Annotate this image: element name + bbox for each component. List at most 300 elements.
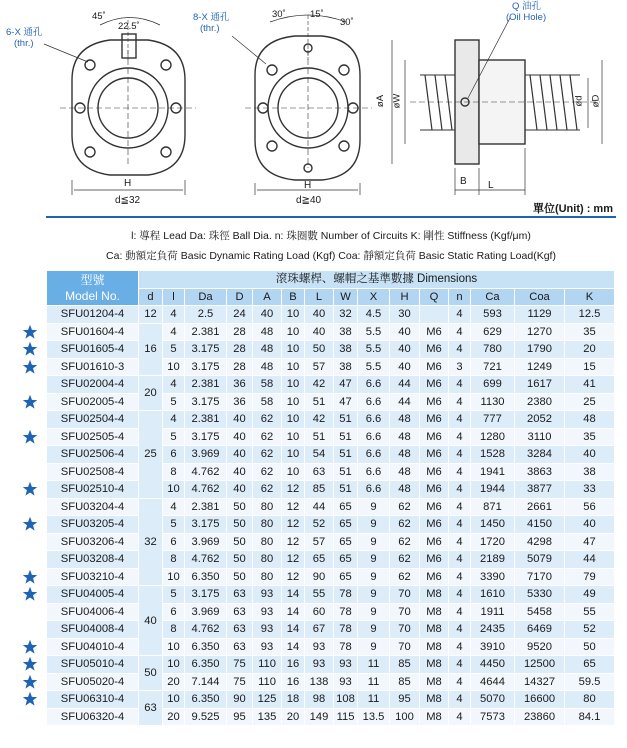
cell-da: 2.381: [185, 376, 227, 394]
cell-h: 48: [390, 446, 420, 464]
star-icon: [21, 341, 39, 357]
cell-l: 6: [163, 603, 185, 621]
cell-b: 14: [282, 586, 305, 604]
cell-coa: 7170: [515, 568, 565, 586]
cell-n: 4: [449, 341, 471, 359]
cell-w: 51: [334, 411, 358, 429]
model-cell: SFU03206-4: [47, 533, 139, 551]
cell-n: 4: [449, 533, 471, 551]
cell-k: 49: [565, 586, 615, 604]
cell-da: 2.5: [185, 306, 227, 324]
cell-h: 85: [390, 656, 420, 674]
cell-w: 38: [334, 358, 358, 376]
cell-b: 18: [282, 691, 305, 709]
shaft-diameter-cell: 12: [139, 306, 163, 324]
cell-da: 6.350: [185, 691, 227, 709]
cell-a: 80: [253, 568, 282, 586]
cell-x: 9: [358, 638, 390, 656]
cell-x: 6.6: [358, 428, 390, 446]
cell-q: M8: [420, 691, 449, 709]
cell-q: M6: [420, 516, 449, 534]
cell-w: 78: [334, 638, 358, 656]
cell-w: 51: [334, 428, 358, 446]
cell-k: 20: [565, 341, 615, 359]
cell-b: 12: [282, 516, 305, 534]
cell-h: 85: [390, 673, 420, 691]
cell-h: 70: [390, 638, 420, 656]
cell-a: 62: [253, 428, 282, 446]
cell-d: 50: [227, 533, 253, 551]
table-row: [47, 498, 615, 516]
cell-q: M8: [420, 656, 449, 674]
cell-ca: 2189: [471, 551, 515, 569]
cell-l: 8: [163, 463, 185, 481]
cell-q: M6: [420, 551, 449, 569]
drawing-lines: [0, 0, 627, 215]
cell-ca: 721: [471, 358, 515, 376]
oil-hole-note: Q 油孔: [512, 1, 542, 12]
cell-h: 44: [390, 393, 420, 411]
cell-ca: 1944: [471, 481, 515, 499]
cell-n: 4: [449, 393, 471, 411]
cell-a: 62: [253, 481, 282, 499]
cell-x: 6.6: [358, 446, 390, 464]
cell-b: 10: [282, 376, 305, 394]
cell-d: 40: [227, 481, 253, 499]
cell-h: 48: [390, 481, 420, 499]
cell-x: 9: [358, 551, 390, 569]
cell-q: M8: [420, 603, 449, 621]
cell-n: 4: [449, 411, 471, 429]
model-cell: SFU05010-4: [47, 656, 139, 674]
cell-x: 4.5: [358, 306, 390, 324]
cell-b: 12: [282, 551, 305, 569]
cell-da: 2.381: [185, 498, 227, 516]
cell-a: 80: [253, 498, 282, 516]
model-cell: SFU02505-4: [47, 428, 139, 446]
cell-l: 42: [305, 376, 334, 394]
cell-d: 40: [227, 463, 253, 481]
cell-l: 98: [305, 691, 334, 709]
cell-a: 62: [253, 411, 282, 429]
cell-coa: 5458: [515, 603, 565, 621]
model-cell: SFU06310-4: [47, 691, 139, 709]
left-flange-drawing: [44, 18, 196, 196]
cell-h: 48: [390, 411, 420, 429]
model-cell: SFU02005-4: [47, 393, 139, 411]
cell-l: 5: [163, 516, 185, 534]
cell-ca: 4644: [471, 673, 515, 691]
cell-x: 5.5: [358, 341, 390, 359]
cell-q: M8: [420, 586, 449, 604]
table-row: [47, 411, 615, 429]
cell-b: 10: [282, 411, 305, 429]
cell-n: 4: [449, 568, 471, 586]
model-cell: SFU05020-4: [47, 673, 139, 691]
cell-ca: 1941: [471, 463, 515, 481]
cell-h: 44: [390, 376, 420, 394]
table-row: [47, 568, 615, 586]
cell-coa: 3284: [515, 446, 565, 464]
cell-b: 20: [282, 708, 305, 726]
cell-q: M6: [420, 428, 449, 446]
model-cell: SFU03210-4: [47, 568, 139, 586]
table-row: [47, 551, 615, 569]
cell-l: 10: [163, 568, 185, 586]
cell-d: 95: [227, 708, 253, 726]
left-angle-2: 22.5˚: [118, 21, 140, 32]
cell-a: 93: [253, 638, 282, 656]
cell-l: 57: [305, 533, 334, 551]
star-icon: [21, 639, 39, 655]
cell-l: 52: [305, 516, 334, 534]
middle-flange-drawing: [232, 15, 372, 195]
table-row: [47, 691, 615, 709]
cell-l: 4: [163, 323, 185, 341]
cell-a: 58: [253, 376, 282, 394]
cell-d: 40: [227, 428, 253, 446]
column-header-l: l: [163, 288, 185, 306]
cell-b: 12: [282, 498, 305, 516]
model-cell: SFU01610-3: [47, 358, 139, 376]
cell-w: 93: [334, 656, 358, 674]
cell-h: 62: [390, 551, 420, 569]
cell-w: 65: [334, 551, 358, 569]
cell-da: 4.762: [185, 551, 227, 569]
cell-l: 60: [305, 603, 334, 621]
cell-d: 40: [227, 411, 253, 429]
cell-q: M6: [420, 533, 449, 551]
cell-ca: 777: [471, 411, 515, 429]
cell-k: 47: [565, 533, 615, 551]
cell-q: M6: [420, 481, 449, 499]
cell-d: 63: [227, 621, 253, 639]
cell-l: 55: [305, 586, 334, 604]
cell-w: 51: [334, 463, 358, 481]
cell-q: M6: [420, 341, 449, 359]
cell-a: 62: [253, 463, 282, 481]
cell-q: M6: [420, 393, 449, 411]
cell-da: 4.762: [185, 621, 227, 639]
cell-ca: 3910: [471, 638, 515, 656]
cell-d: 36: [227, 393, 253, 411]
table-row: [47, 376, 615, 394]
cell-q: M6: [420, 358, 449, 376]
cell-coa: 3110: [515, 428, 565, 446]
phi-D-label: øD: [590, 94, 602, 108]
cell-n: 4: [449, 446, 471, 464]
cell-l: 57: [305, 358, 334, 376]
cell-l: 8: [163, 551, 185, 569]
cell-ca: 1911: [471, 603, 515, 621]
table-row: [47, 481, 615, 499]
cell-l: 90: [305, 568, 334, 586]
cell-k: 52: [565, 621, 615, 639]
cell-k: 40: [565, 516, 615, 534]
cell-ca: 1450: [471, 516, 515, 534]
left-angle-1: 45˚: [92, 11, 106, 22]
cell-h: 70: [390, 586, 420, 604]
column-header-x: X: [358, 288, 390, 306]
cell-da: 6.350: [185, 656, 227, 674]
column-header-h: H: [390, 288, 420, 306]
column-header-q: Q: [420, 288, 449, 306]
oil-hole-note-en: (Oil Hole): [506, 12, 547, 23]
cell-l: 63: [305, 463, 334, 481]
cell-h: 62: [390, 568, 420, 586]
cell-n: 4: [449, 673, 471, 691]
cell-a: 58: [253, 393, 282, 411]
cell-k: 84.1: [565, 708, 615, 726]
phi-w-label: øW: [391, 93, 403, 109]
middle-hole-note: 8-X 通孔: [193, 12, 230, 23]
cell-coa: 14327: [515, 673, 565, 691]
cell-x: 9: [358, 516, 390, 534]
table-row: [47, 516, 615, 534]
cell-d: 90: [227, 691, 253, 709]
cell-d: 50: [227, 498, 253, 516]
dimensions-header: 滾珠螺桿、螺帽之基準數據 Dimensions: [139, 271, 615, 289]
table-row: [47, 638, 615, 656]
cell-h: 40: [390, 358, 420, 376]
cell-a: 110: [253, 656, 282, 674]
model-cell: SFU02506-4: [47, 446, 139, 464]
middle-h-label: H: [304, 180, 312, 191]
column-header-l: L: [305, 288, 334, 306]
cell-x: 9: [358, 586, 390, 604]
star-icon: [21, 516, 39, 532]
cell-da: 3.175: [185, 341, 227, 359]
cell-da: 3.969: [185, 533, 227, 551]
cell-l: 10: [163, 656, 185, 674]
cell-ca: 1280: [471, 428, 515, 446]
cell-ca: 780: [471, 341, 515, 359]
star-icon: [21, 394, 39, 410]
cell-h: 62: [390, 498, 420, 516]
cell-b: 12: [282, 568, 305, 586]
cell-q: M8: [420, 638, 449, 656]
cell-da: 6.350: [185, 568, 227, 586]
table-row: [47, 341, 615, 359]
cell-n: 4: [449, 376, 471, 394]
column-header-d: D: [227, 288, 253, 306]
cell-k: 25: [565, 393, 615, 411]
cell-q: M6: [420, 323, 449, 341]
model-cell: SFU03208-4: [47, 551, 139, 569]
cell-a: 93: [253, 621, 282, 639]
cell-q: M8: [420, 621, 449, 639]
cell-k: 15: [565, 358, 615, 376]
cell-da: 3.175: [185, 393, 227, 411]
cell-x: 9: [358, 621, 390, 639]
cell-x: 6.6: [358, 463, 390, 481]
model-cell: SFU04006-4: [47, 603, 139, 621]
cell-a: 110: [253, 673, 282, 691]
cell-n: 4: [449, 603, 471, 621]
cell-coa: 1270: [515, 323, 565, 341]
cell-h: 48: [390, 428, 420, 446]
shaft-diameter-cell: 40: [139, 586, 163, 656]
cell-coa: 4298: [515, 533, 565, 551]
cell-ca: 699: [471, 376, 515, 394]
cell-ca: 5070: [471, 691, 515, 709]
cell-x: 6.6: [358, 411, 390, 429]
cell-coa: 5330: [515, 586, 565, 604]
cell-ca: 7573: [471, 708, 515, 726]
cell-d: 36: [227, 376, 253, 394]
cell-l: 5: [163, 341, 185, 359]
cell-ca: 1610: [471, 586, 515, 604]
cell-b: 12: [282, 533, 305, 551]
cell-w: 65: [334, 498, 358, 516]
cell-d: 75: [227, 673, 253, 691]
cell-h: 30: [390, 306, 420, 324]
cell-x: 5.5: [358, 323, 390, 341]
cell-coa: 4150: [515, 516, 565, 534]
cell-l: 44: [305, 498, 334, 516]
model-cell: SFU03205-4: [47, 516, 139, 534]
middle-angle-1: 30˚: [272, 9, 286, 20]
cell-w: 51: [334, 481, 358, 499]
cell-l: 93: [305, 656, 334, 674]
model-cell: SFU03204-4: [47, 498, 139, 516]
table-row: [47, 673, 615, 691]
cell-h: 70: [390, 621, 420, 639]
model-header: [47, 271, 139, 306]
cell-k: 59.5: [565, 673, 615, 691]
cell-b: 14: [282, 638, 305, 656]
cell-x: 6.6: [358, 393, 390, 411]
cell-l: 51: [305, 393, 334, 411]
column-header-a: A: [253, 288, 282, 306]
technical-drawings: [0, 0, 627, 215]
cell-l: 5: [163, 393, 185, 411]
cell-w: 65: [334, 516, 358, 534]
cell-b: 10: [282, 358, 305, 376]
table-row: [47, 306, 615, 324]
star-icon: [21, 481, 39, 497]
cell-k: 55: [565, 603, 615, 621]
cell-da: 2.381: [185, 323, 227, 341]
star-icon: [21, 429, 39, 445]
cell-da: 3.175: [185, 358, 227, 376]
cell-q: M6: [420, 376, 449, 394]
cell-h: 100: [390, 708, 420, 726]
cell-l: 54: [305, 446, 334, 464]
cell-k: 79: [565, 568, 615, 586]
cell-h: 48: [390, 463, 420, 481]
table-row: [47, 586, 615, 604]
cell-a: 93: [253, 586, 282, 604]
cell-k: 35: [565, 428, 615, 446]
cell-d: 28: [227, 323, 253, 341]
cell-d: 24: [227, 306, 253, 324]
cell-b: 10: [282, 428, 305, 446]
cell-k: 40: [565, 446, 615, 464]
cell-h: 62: [390, 516, 420, 534]
cell-w: 32: [334, 306, 358, 324]
cell-h: 40: [390, 341, 420, 359]
cell-coa: 2052: [515, 411, 565, 429]
left-hole-note: 6-X 通孔: [6, 27, 43, 38]
cell-ca: 629: [471, 323, 515, 341]
cell-coa: 2380: [515, 393, 565, 411]
table-row: [47, 446, 615, 464]
model-cell: SFU02510-4: [47, 481, 139, 499]
cell-l: 40: [305, 323, 334, 341]
cell-da: 3.175: [185, 428, 227, 446]
cell-d: 28: [227, 341, 253, 359]
header-rule: [46, 216, 616, 218]
cell-l: 85: [305, 481, 334, 499]
cell-ca: 1528: [471, 446, 515, 464]
cell-k: 50: [565, 638, 615, 656]
cell-a: 48: [253, 323, 282, 341]
column-header-n: n: [449, 288, 471, 306]
cell-n: 4: [449, 498, 471, 516]
table-row: [47, 323, 615, 341]
cell-l: 51: [305, 428, 334, 446]
cell-l: 50: [305, 341, 334, 359]
cell-l: 5: [163, 586, 185, 604]
cell-l: 93: [305, 638, 334, 656]
cell-a: 93: [253, 603, 282, 621]
cell-b: 14: [282, 603, 305, 621]
cell-l: 20: [163, 708, 185, 726]
cell-w: 115: [334, 708, 358, 726]
cell-d: 75: [227, 656, 253, 674]
cell-l: 4: [163, 306, 185, 324]
cell-coa: 5079: [515, 551, 565, 569]
cell-w: 108: [334, 691, 358, 709]
table-row: [47, 603, 615, 621]
cell-coa: 3877: [515, 481, 565, 499]
cell-da: 9.525: [185, 708, 227, 726]
model-cell: SFU01204-4: [47, 306, 139, 324]
cell-d: 63: [227, 638, 253, 656]
cell-da: 2.381: [185, 411, 227, 429]
star-icon: [21, 656, 39, 672]
star-icon: [21, 674, 39, 690]
cell-da: 7.144: [185, 673, 227, 691]
cell-q: M8: [420, 673, 449, 691]
l-label: L: [488, 180, 494, 191]
cell-da: 6.350: [185, 638, 227, 656]
cell-coa: 12500: [515, 656, 565, 674]
star-icon: [21, 586, 39, 602]
cell-n: 4: [449, 463, 471, 481]
cell-x: 11: [358, 691, 390, 709]
legend-line-2: Ca: 動額定負荷 Basic Dynamic Rating Load (Kgf) Coa: 靜額定負荷 Basic Static Rating Load(Kgf): [106, 250, 556, 262]
cell-k: 12.5: [565, 306, 615, 324]
cell-n: 4: [449, 621, 471, 639]
cell-l: 4: [163, 376, 185, 394]
cell-coa: 1790: [515, 341, 565, 359]
cell-l: 10: [163, 638, 185, 656]
cell-x: 6.6: [358, 481, 390, 499]
cell-ca: 4450: [471, 656, 515, 674]
cell-x: 9: [358, 568, 390, 586]
table-row: [47, 358, 615, 376]
model-cell: SFU01605-4: [47, 341, 139, 359]
cell-da: 3.175: [185, 516, 227, 534]
cell-h: 62: [390, 533, 420, 551]
cell-coa: 6469: [515, 621, 565, 639]
cell-w: 78: [334, 586, 358, 604]
cell-d: 40: [227, 446, 253, 464]
cell-l: 5: [163, 428, 185, 446]
cell-coa: 1249: [515, 358, 565, 376]
